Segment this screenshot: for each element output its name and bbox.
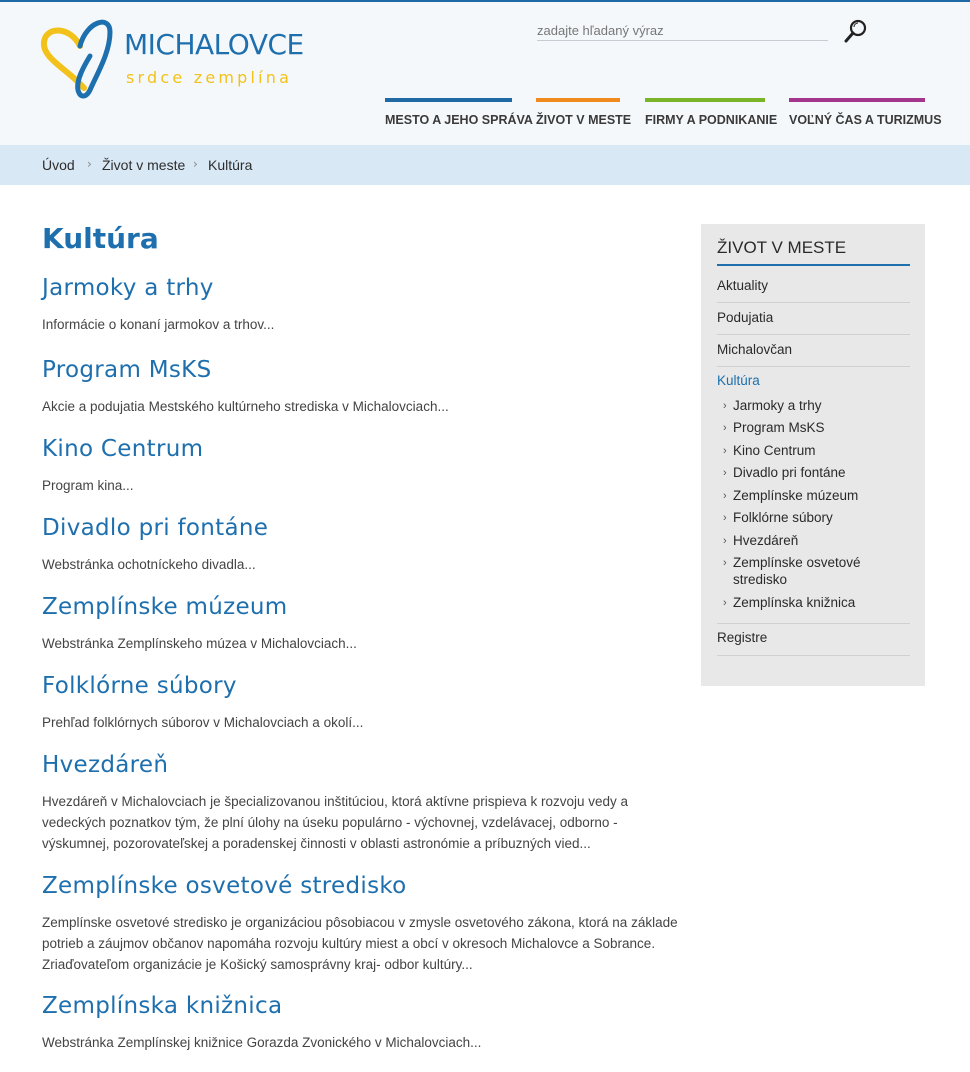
article-summary: Informácie o konaní jarmokov a trhov... — [42, 317, 275, 332]
breadcrumb-separator-icon: › — [87, 157, 92, 171]
sidebar-subitem-label: Zemplínske osvetové stredisko — [733, 555, 861, 587]
article-item — [42, 993, 682, 1053]
sidebar-divider — [717, 366, 910, 367]
breadcrumb — [0, 145, 970, 185]
sidebar-subitem-label: Zemplínske múzeum — [733, 488, 859, 503]
sidebar-subitem-kniznica[interactable] — [723, 594, 913, 612]
article-item — [42, 515, 682, 575]
sidebar-divider — [717, 334, 910, 335]
breadcrumb-home[interactable]: Úvod — [42, 157, 75, 173]
article-title[interactable]: Jarmoky a trhy — [42, 275, 214, 301]
sidebar-subitem-label: Zemplínska knižnica — [733, 595, 856, 610]
heart-logo-icon — [40, 16, 120, 102]
article-item — [42, 673, 682, 733]
sidebar-subitem-program-msks[interactable] — [723, 419, 913, 437]
article-title[interactable]: Kino Centrum — [42, 436, 204, 462]
article-summary: Prehľad folklórnych súborov v Michalovciach a okolí... — [42, 715, 364, 730]
article-title[interactable]: Folklórne súbory — [42, 673, 237, 699]
sidebar-divider — [717, 655, 910, 656]
sidebar-divider — [717, 623, 910, 624]
sidebar-subitem-hvezdaren[interactable] — [723, 532, 913, 550]
nav-firmy-a-podnikanie[interactable]: FIRMY A PODNIKANIE — [645, 98, 765, 132]
site-logo[interactable] — [40, 16, 310, 102]
sidebar-subitem-muzeum[interactable] — [723, 487, 913, 505]
article-item — [42, 275, 682, 335]
site-header — [0, 2, 970, 145]
article-item — [42, 436, 682, 496]
chevron-right-icon: › — [723, 535, 727, 547]
article-title[interactable]: Zemplínske múzeum — [42, 594, 288, 620]
sidebar-item-aktuality[interactable]: Aktuality — [717, 278, 769, 293]
sidebar-item-michalovcan[interactable]: Michalovčan — [717, 342, 793, 357]
article-summary: Webstránka Zemplínskej knižnice Gorazda Zvonického v Michalovciach... — [42, 1035, 482, 1050]
search-button[interactable] — [842, 18, 870, 44]
sidebar-subitem-label: Folklórne súbory — [733, 510, 833, 525]
article-title[interactable]: Program MsKS — [42, 357, 212, 383]
search-box — [537, 20, 828, 41]
article-title[interactable]: Divadlo pri fontáne — [42, 515, 269, 541]
sidebar-subitem-osvetove-stredisko[interactable] — [723, 554, 913, 588]
sidebar-subitem-folklorne[interactable] — [723, 509, 913, 527]
article-summary: Program kina... — [42, 478, 134, 493]
sidebar-title: ŽIVOT V MESTE — [717, 238, 910, 266]
chevron-right-icon: › — [723, 422, 727, 434]
article-summary: Hvezdáreň v Michalovciach je špecializovanou inštitúciou, ktorá aktívne prispieva k rozvoju vedy a vedeckých poznatkov tým, že plní úlohy na úseku populárno - výchovnej, vzdelávacej, odborno - výskumnej, pozorovateľskej a poradenskej činnosti v oblasti astronómie a príbuzných vied... — [42, 794, 629, 851]
chevron-right-icon: › — [723, 597, 727, 609]
sidebar-item-registre[interactable]: Registre — [717, 630, 768, 645]
article-summary: Zemplínske osvetové stredisko je organizáciou pôsobiacou v zmysle osvetového zákona, ktorá na základe potrieb a záujmov občanov napomáha rozvoju kultúry miest a obcí v okresoch Michalovce a Sobrance. Zriaďovateľom organizácie je Košický samosprávny kraj- odbor kultúry... — [42, 915, 678, 972]
sidebar-subitem-label: Hvezdáreň — [733, 533, 799, 548]
sidebar — [701, 224, 925, 686]
sidebar-item-kultura[interactable]: Kultúra — [717, 373, 760, 388]
chevron-right-icon: › — [723, 445, 727, 457]
sidebar-divider — [717, 302, 910, 303]
article-item — [42, 873, 682, 975]
sidebar-subitem-kino-centrum[interactable] — [723, 442, 913, 460]
article-item — [42, 594, 682, 654]
article-title[interactable]: Hvezdáreň — [42, 752, 169, 778]
article-title[interactable]: Zemplínska knižnica — [42, 993, 283, 1019]
sidebar-subitem-label: Jarmoky a trhy — [733, 398, 822, 413]
nav-mesto-a-jeho-sprava[interactable]: MESTO A JEHO SPRÁVA — [385, 98, 512, 132]
search-input[interactable] — [537, 21, 828, 41]
sidebar-item-podujatia[interactable]: Podujatia — [717, 310, 774, 325]
sidebar-subitem-divadlo[interactable] — [723, 464, 913, 482]
chevron-right-icon: › — [723, 400, 727, 412]
article-summary: Webstránka ochotníckeho divadla... — [42, 557, 256, 572]
breadcrumb-current: Kultúra — [208, 157, 253, 173]
article-title[interactable]: Zemplínske osvetové stredisko — [42, 873, 407, 899]
nav-volny-cas-a-turizmus[interactable]: VOĽNÝ ČAS A TURIZMUS — [789, 98, 925, 132]
logo-subtitle: srdce zemplína — [126, 68, 293, 87]
sidebar-subitem-label: Program MsKS — [733, 420, 825, 435]
logo-title: MICHALOVCE — [124, 28, 304, 61]
article-summary: Webstránka Zemplínskeho múzea v Michalovciach... — [42, 636, 357, 651]
article-summary: Akcie a podujatia Mestského kultúrneho strediska v Michalovciach... — [42, 399, 449, 414]
chevron-right-icon: › — [723, 557, 727, 569]
sidebar-subitem-jarmoky[interactable] — [723, 397, 913, 415]
sidebar-subitem-label: Kino Centrum — [733, 443, 816, 458]
breadcrumb-zivot-v-meste[interactable]: Život v meste — [102, 157, 186, 173]
sidebar-subitem-label: Divadlo pri fontáne — [733, 465, 846, 480]
page-title: Kultúra — [42, 222, 159, 255]
search-icon — [842, 18, 870, 44]
article-item — [42, 357, 682, 417]
article-item — [42, 752, 682, 854]
chevron-right-icon: › — [723, 467, 727, 479]
nav-zivot-v-meste[interactable]: ŽIVOT V MESTE — [536, 98, 620, 132]
chevron-right-icon: › — [723, 490, 727, 502]
chevron-right-icon: › — [723, 512, 727, 524]
breadcrumb-separator-icon: › — [193, 157, 198, 171]
